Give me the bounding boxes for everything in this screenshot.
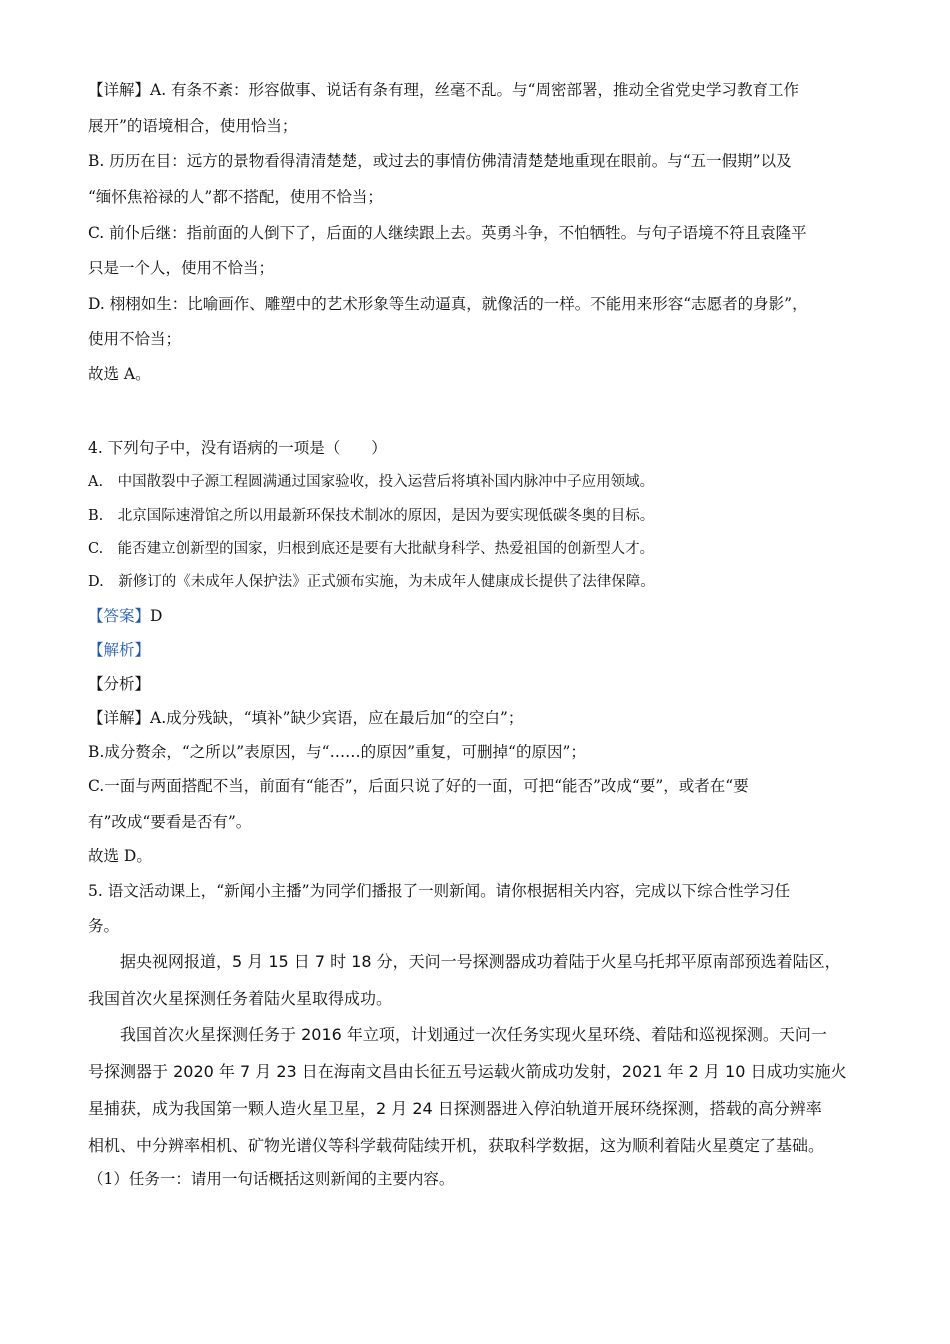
q4-jiexi-label: 【解析】 — [88, 641, 151, 659]
q4-answer — [88, 605, 162, 627]
q4-stem: 4. 下列句子中，没有语病的一项是（ ） — [88, 439, 387, 457]
news-p2-line2: 号探测器于 2020 年 7 月 23 日在海南文昌由长征五号运载火箭成功发射，2021 年 2 月 10 日成功实施火 — [88, 1062, 847, 1081]
news-p1-line1: 据央视网报道，5 月 15 日 7 时 18 分，天问一号探测器成功着陆于火星乌托邦平原南部预选着陆区， — [120, 952, 841, 971]
answer-label: 【答案】 — [88, 607, 151, 625]
q4-fenxi-label: 【分析】 — [88, 675, 151, 693]
news-p2-line3: 星捕获，成为我国第一颗人造火星卫星，2 月 24 日探测器进入停泊轨道开展环绕探测，搭载的高分辨率 — [88, 1099, 822, 1118]
q4-option-d: D. 新修订的《未成年人保护法》正式颁布实施，为未成年人健康成长提供了法律保障。 — [88, 574, 655, 590]
q3-conclusion: 故选 A。 — [88, 365, 151, 383]
q4-detail-b: B.成分赘余，“之所以”表原因，与“……的原因”重复，可删掉“的原因”； — [88, 743, 586, 761]
q3-detail-b-line2: “缅怀焦裕禄的人”都不搭配，使用不恰当； — [88, 188, 383, 206]
q4-option-b: B. 北京国际速滑馆之所以用最新环保技术制冰的原因，是因为要实现低碳冬奥的目标。 — [88, 508, 655, 524]
q4-detail-a: 【详解】A.成分残缺，“填补”缺少宾语，应在最后加“的空白”； — [88, 709, 524, 727]
q5-stem-line1: 5. 语文活动课上，“新闻小主播”为同学们播报了一则新闻。请你根据相关内容，完成以下综合性学习任 — [88, 882, 791, 900]
q3-detail-c-line1: C. 前仆后继：指前面的人倒下了，后面的人继续跟上去。英勇斗争，不怕牺牲。与句子语境不符且袁隆平 — [88, 224, 807, 242]
news-p2-line4: 相机、中分辨率相机、矿物光谱仪等科学载荷陆续开机，获取科学数据，这为顺利着陆火星奠定了基础。 — [88, 1136, 825, 1155]
q3-detail-b-line1: B. 历历在目：远方的景物看得清清楚楚，或过去的事情仿佛清清楚楚地重现在眼前。与“五一假期”以及 — [88, 152, 792, 170]
q4-detail-c-line1: C.一面与两面搭配不当，前面有“能否”，后面只说了好的一面，可把“能否”改成“要”，或者在“要 — [88, 777, 749, 795]
q5-task-1: （1）任务一：请用一句话概括这则新闻的主要内容。 — [88, 1170, 455, 1188]
q3-detail-d-line2: 使用不恰当； — [88, 330, 182, 348]
q3-detail-a-line2: 展开”的语境相合，使用恰当； — [88, 117, 298, 135]
q3-detail-a-line1: 【详解】A. 有条不紊：形容做事、说话有条有理，丝毫不乱。与“周密部署，推动全省党史学习教育工作 — [88, 81, 799, 99]
q4-detail-c-line2: 有”改成“要看是否有”。 — [88, 813, 252, 831]
news-p1-line2: 我国首次火星探测任务着陆火星取得成功。 — [88, 989, 393, 1008]
q4-option-c: C. 能否建立创新型的国家，归根到底还是要有大批献身科学、热爱祖国的创新型人才。 — [88, 541, 655, 557]
q4-conclusion: 故选 D。 — [88, 847, 152, 865]
q3-detail-c-line2: 只是一个人，使用不恰当； — [88, 259, 275, 277]
answer-value: D — [150, 607, 163, 625]
q5-stem-line2: 务。 — [88, 917, 120, 935]
news-p2-line1: 我国首次火星探测任务于 2016 年立项，计划通过一次任务实现火星环绕、着陆和巡视探测。天问一 — [120, 1025, 827, 1044]
q3-detail-d-line1: D. 栩栩如生：比喻画作、雕塑中的艺术形象等生动逼真，就像活的一样。不能用来形容“志愿者的身影”， — [88, 295, 808, 313]
q4-option-a: A. 中国散裂中子源工程圆满通过国家验收，投入运营后将填补国内脉冲中子应用领域。 — [88, 474, 655, 490]
